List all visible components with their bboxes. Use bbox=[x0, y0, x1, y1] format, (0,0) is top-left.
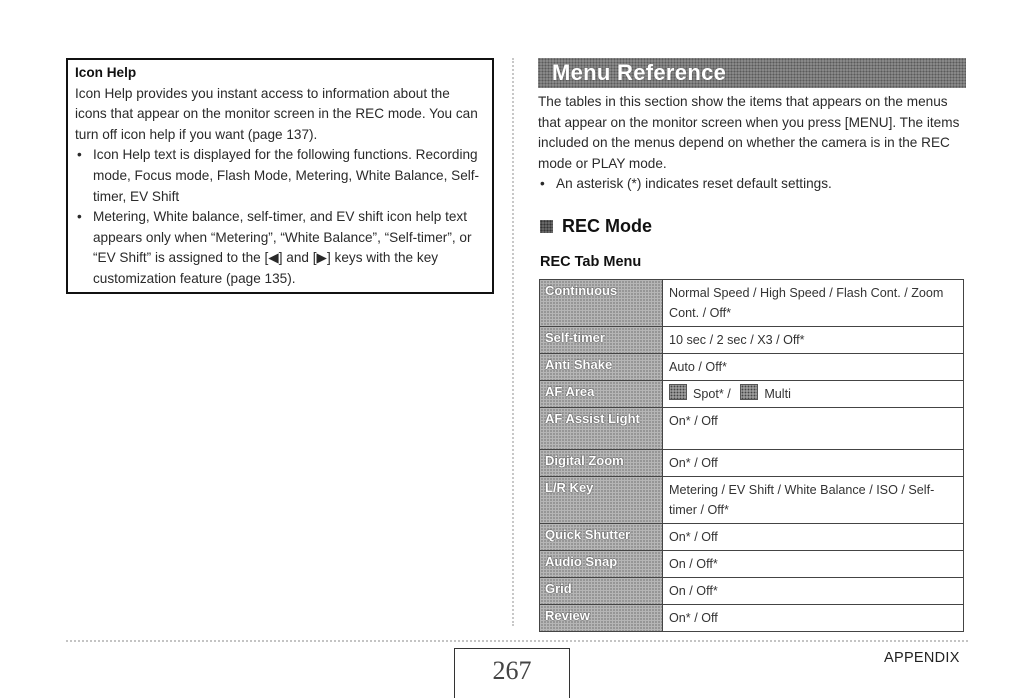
menu-item-label: Grid bbox=[540, 578, 663, 605]
menu-item-value: Metering / EV Shift / White Balance / ISO / Self-timer / Off* bbox=[663, 477, 964, 524]
icon-help-bullets bbox=[75, 145, 484, 289]
menu-item-label: Quick Shutter bbox=[540, 524, 663, 551]
menu-item-value: Auto / Off* bbox=[663, 354, 964, 381]
table-row bbox=[540, 524, 964, 551]
menu-item-value: On* / Off bbox=[663, 408, 964, 450]
af-multi-option: Multi bbox=[764, 387, 791, 401]
table-row bbox=[540, 450, 964, 477]
asterisk-note: • An asterisk (*) indicates reset default settings. bbox=[538, 174, 966, 195]
menu-item-label: Continuous bbox=[540, 280, 663, 327]
menu-item-value: On* / Off bbox=[663, 605, 964, 632]
menu-item-label: Self-timer bbox=[540, 327, 663, 354]
menu-item-value bbox=[663, 381, 964, 408]
spot-af-icon bbox=[669, 384, 687, 400]
icon-help-bullet-functions: • Icon Help text is displayed for the following functions. Recording mode, Focus mode, Flash Mode, Metering, White Balance, Self-timer, EV Shift bbox=[75, 145, 484, 207]
menu-item-value: On / Off* bbox=[663, 578, 964, 605]
rec-tab-menu-heading: REC Tab Menu bbox=[540, 254, 642, 270]
icon-help-box bbox=[66, 58, 494, 294]
table-row bbox=[540, 381, 964, 408]
menu-item-label: Anti Shake bbox=[540, 354, 663, 381]
menu-reference-title: Menu Reference bbox=[552, 60, 727, 85]
menu-item-value: Normal Speed / High Speed / Flash Cont. / Zoom Cont. / Off* bbox=[663, 280, 964, 327]
section-label: APPENDIX bbox=[884, 650, 960, 666]
rec-mode-heading-text: REC Mode bbox=[562, 216, 652, 236]
page-number: 267 bbox=[454, 648, 570, 698]
menu-item-label: Review bbox=[540, 605, 663, 632]
menu-item-value: 10 sec / 2 sec / X3 / Off* bbox=[663, 327, 964, 354]
table-row bbox=[540, 477, 964, 524]
table-row bbox=[540, 605, 964, 632]
rec-mode-heading bbox=[540, 216, 652, 237]
table-row bbox=[540, 578, 964, 605]
table-row bbox=[540, 354, 964, 381]
table-row bbox=[540, 551, 964, 578]
table-row bbox=[540, 327, 964, 354]
multi-af-icon bbox=[740, 384, 758, 400]
icon-help-title: Icon Help bbox=[75, 65, 137, 80]
menu-item-label: Audio Snap bbox=[540, 551, 663, 578]
af-spot-option: Spot* / bbox=[693, 387, 731, 401]
intro-paragraph: The tables in this section show the items that appears on the menus that appear on the monitor screen when you press [MENU]. The items included on the menus depend on whether the camera is in the REC mode or PLAY mode. bbox=[538, 94, 960, 171]
menu-item-value: On* / Off bbox=[663, 524, 964, 551]
icon-help-bullet-assignment: • Metering, White balance, self-timer, and EV shift icon help text appears only when “Metering”, “White Balance”, “Self-timer”, or “EV Shift” is assigned to the [◀] and [▶] keys with the key customization feature (page 135). bbox=[75, 207, 484, 289]
table-row bbox=[540, 280, 964, 327]
menu-item-label: Digital Zoom bbox=[540, 450, 663, 477]
footer-rule bbox=[66, 640, 968, 642]
menu-item-value: On* / Off bbox=[663, 450, 964, 477]
menu-item-label: AF Assist Light bbox=[540, 408, 663, 450]
menu-item-label: L/R Key bbox=[540, 477, 663, 524]
menu-reference-banner bbox=[538, 58, 966, 88]
icon-help-body: Icon Help provides you instant access to information about the icons that appear on the monitor screen in the REC mode. You can turn off icon help if you want (page 137). bbox=[75, 85, 478, 142]
rec-tab-menu-table bbox=[539, 279, 964, 632]
table-row bbox=[540, 408, 964, 450]
menu-item-value: On / Off* bbox=[663, 551, 964, 578]
section-square-icon bbox=[540, 220, 553, 233]
menu-reference-intro bbox=[538, 92, 966, 195]
menu-item-label: AF Area bbox=[540, 381, 663, 408]
column-divider bbox=[512, 58, 514, 626]
